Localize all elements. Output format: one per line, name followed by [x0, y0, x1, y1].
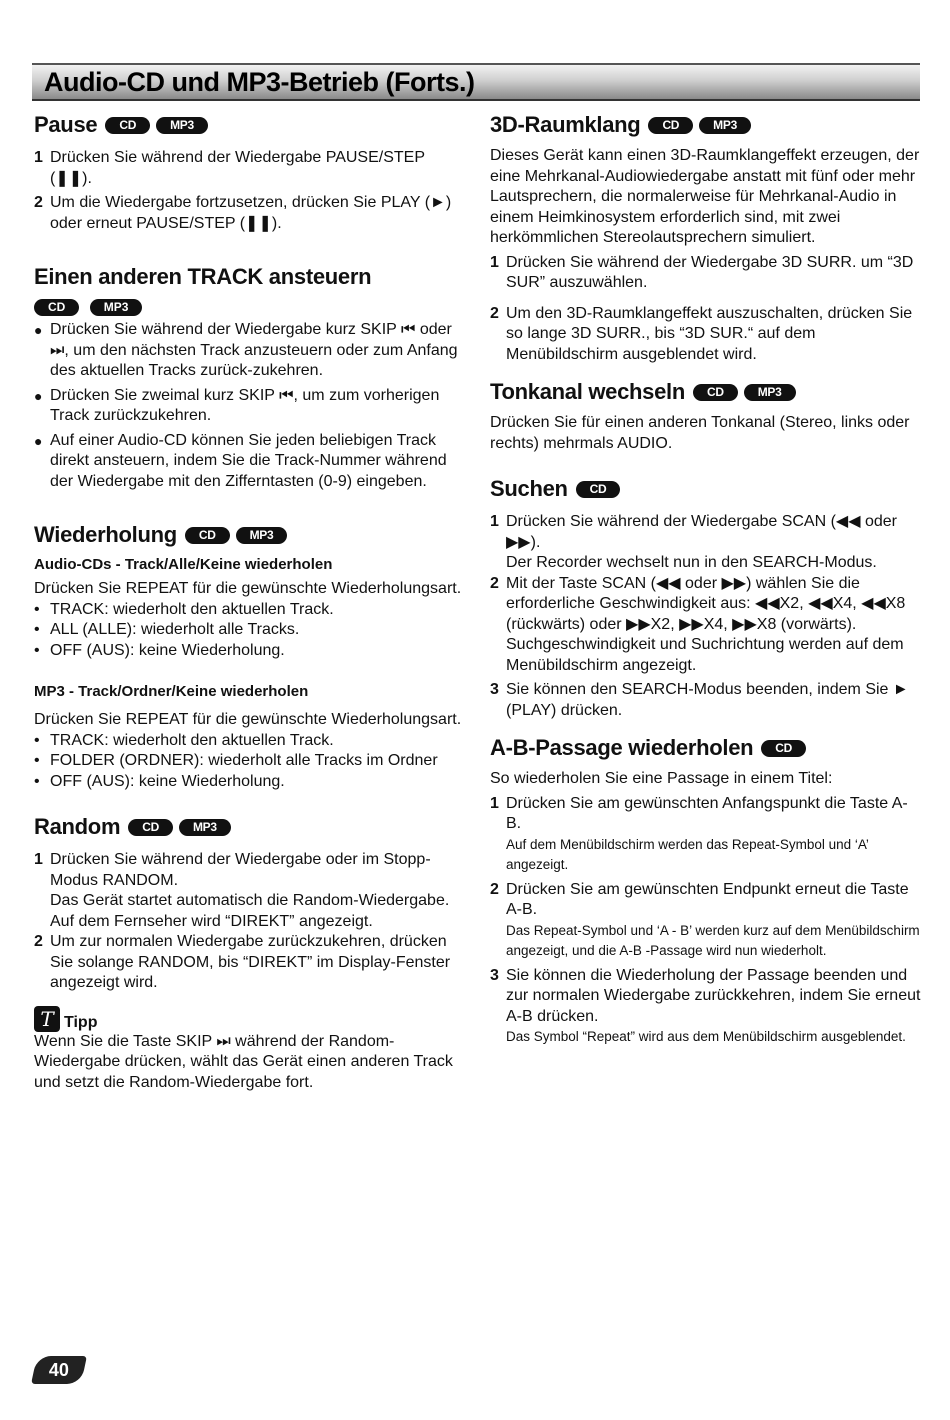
cd-badge: CD [128, 819, 173, 836]
surround-step-2 [490, 304, 922, 366]
repeat-mp3-item-3 [34, 772, 464, 793]
page-title: Audio-CD und MP3-Betrieb (Forts.) [44, 67, 475, 97]
bullet-text: Auf einer Audio-CD können Sie jeden beliebigen Track direkt ansteuern, indem Sie die Track-Nummer während der Wiedergabe mit den Zifferntasten (0-9) eingeben. [50, 431, 447, 490]
step-text: Drücken Sie während der Wiedergabe 3D SURR. um “3D SUR” auszuwählen. [506, 253, 914, 291]
step-text: Drücken Sie am gewünschten Endpunkt erneut die Taste A-B. [506, 880, 909, 918]
ab-heading-text: A-B-Passage wiederholen [490, 735, 754, 760]
random-heading [34, 814, 464, 840]
repeat-heading [34, 522, 464, 548]
pause-heading [34, 112, 464, 138]
bullet-dot: • [34, 731, 40, 749]
tip-box [34, 1006, 464, 1032]
bullet-text: Drücken Sie während der Wiedergabe kurz SKIP ⏮ oder ⏭, um den nächsten Track anzusteuern oder zum Anfang des aktuellen Tracks zurück-zukehren. [50, 321, 458, 379]
pause-step-2 [34, 193, 464, 234]
item-text: ALL (ALLE): wiederholt alle Tracks. [50, 621, 300, 638]
repeat-audio-subheading: Audio-CDs - Track/Alle/Keine wiederholen [34, 556, 333, 573]
channel-heading [490, 379, 922, 405]
step-text: Sie können die Wiederholung der Passage beenden und zur normalen Wiedergabe zurückkehren, indem Sie erneut A-B drücken. [506, 966, 921, 1025]
bullet-dot: • [34, 752, 40, 769]
step-note: Suchgeschwindigkeit und Suchrichtung werden auf dem Menübildschirm angezeigt. [506, 636, 904, 674]
right-column [490, 112, 922, 1048]
tip-text: Wenn Sie die Taste SKIP ⏭ während der Random-Wiedergabe drücken, wählt das Gerät einen anderen Track und setzt die Random-Wiedergabe fort. [34, 1032, 453, 1091]
step-number: 2 [34, 194, 43, 211]
bullet-text: Drücken Sie zweimal kurz SKIP ⏮, um zum vorherigen Track zurückzukehren. [50, 386, 440, 424]
mp3-badge: MP3 [699, 117, 751, 134]
title-banner [32, 63, 920, 101]
step-text: Sie können den SEARCH-Modus beenden, indem Sie ► (PLAY) drücken. [506, 681, 909, 719]
ab-step-2 [490, 880, 922, 962]
cd-badge: CD [648, 117, 693, 134]
mp3-badge: MP3 [90, 299, 143, 316]
repeat-mp3-subheading: MP3 - Track/Ordner/Keine wiederholen [34, 683, 309, 700]
surround-heading [490, 112, 922, 138]
bullet-dot: • [34, 772, 40, 790]
repeat-audio-intro: Drücken Sie REPEAT für die gewünschte Wiederholungsart. [34, 580, 462, 597]
step-number: 1 [34, 851, 43, 868]
step-number: 3 [490, 681, 499, 698]
cd-badge: CD [105, 117, 150, 134]
step-number: 2 [34, 933, 43, 950]
search-step-1 [490, 512, 922, 574]
repeat-audio-item-2 [34, 620, 464, 641]
step-note: Das Repeat-Symbol und ‘A - B’ werden kurz auf dem Menübildschirm angezeigt, und die A-B -Passage wird nun wiederholt. [506, 922, 920, 958]
cd-badge: CD [576, 481, 621, 498]
step-text: Drücken Sie während der Wiedergabe PAUSE/STEP (❚❚). [50, 149, 425, 187]
item-text: OFF (AUS): keine Wiederholung. [50, 641, 285, 659]
step-text: Drücken Sie am gewünschten Anfangspunkt die Taste A-B. [506, 794, 908, 832]
surround-intro: Dieses Gerät kann einen 3D-Raumklangeffekt erzeugen, der eine Mehrkanal-Audiowiedergabe anstatt mit fünf oder mehr Lautsprechern, die normalerweise für Mehrkanal-Audio in einem Heimkinosystem erforderlich sind, mit zwei herkömmlichen Stereolautsprechern simuliert. [490, 147, 920, 246]
bullet-dot: ● [34, 322, 43, 338]
random-step-1 [34, 850, 464, 932]
step-text: Um zur normalen Wiedergabe zurückzukehren, drücken Sie solange RANDOM, bis “DIREKT” im Display-Fenster angezeigt wird. [50, 933, 451, 991]
track-bullet-1 [34, 320, 464, 382]
random-heading-text: Random [34, 814, 121, 839]
ab-heading [490, 735, 922, 761]
channel-text: Drücken Sie für einen anderen Tonkanal (Stereo, links oder rechts) mehrmals AUDIO. [490, 414, 910, 452]
page-number: 40 [48, 1359, 70, 1380]
step-number: 1 [34, 149, 43, 166]
ab-step-3 [490, 966, 922, 1048]
item-text: TRACK: wiederholt den aktuellen Track. [50, 731, 334, 749]
step-text: Drücken Sie während der Wiedergabe oder im Stopp-Modus RANDOM. [50, 851, 431, 889]
repeat-audio-item-1 [34, 600, 464, 621]
surround-heading-text: 3D-Raumklang [490, 112, 641, 137]
random-step-2 [34, 932, 464, 994]
repeat-mp3-item-2 [34, 751, 464, 772]
item-text: OFF (AUS): keine Wiederholung. [50, 772, 285, 790]
step-number: 2 [490, 880, 499, 898]
pause-step-1 [34, 148, 464, 189]
bullet-dot: • [34, 621, 40, 638]
search-heading [490, 476, 922, 502]
cd-badge: CD [185, 527, 230, 544]
step-number: 3 [490, 966, 499, 984]
track-bullet-2 [34, 386, 464, 427]
search-heading-text: Suchen [490, 476, 568, 501]
channel-heading-text: Tonkanal wechseln [490, 379, 685, 404]
bullet-dot: ● [34, 432, 43, 449]
repeat-heading-text: Wiederholung [34, 522, 177, 547]
mp3-badge: MP3 [156, 117, 208, 134]
ab-step-1 [490, 794, 922, 876]
bullet-dot: ● [34, 387, 43, 404]
tip-icon: T [34, 1006, 60, 1032]
repeat-mp3-item-1 [34, 731, 464, 752]
step-number: 2 [490, 304, 499, 322]
step-note: Das Symbol “Repeat” wird aus dem Menübildschirm ausgeblendet. [506, 1029, 906, 1044]
pause-heading-text: Pause [34, 112, 98, 137]
cd-badge: CD [761, 740, 806, 757]
track-heading-text: Einen anderen TRACK ansteuern [34, 264, 372, 289]
bullet-dot: • [34, 600, 40, 618]
mp3-badge: MP3 [179, 819, 231, 836]
step-text: Mit der Taste SCAN (◀◀ oder ▶▶) wählen Sie die erforderliche Geschwindigkeit aus: ◀◀X2, ◀◀X4, ◀◀X8 (rückwärts) oder ▶▶X2, ▶▶X4, ▶▶X8 (vorwärts). [506, 574, 906, 633]
step-number: 1 [490, 253, 499, 271]
tip-label: Tipp [64, 1013, 98, 1031]
item-text: TRACK: wiederholt den aktuellen Track. [50, 600, 334, 618]
step-text: Drücken Sie während der Wiedergabe SCAN (◀◀ oder ▶▶). [506, 513, 898, 551]
mp3-badge: MP3 [744, 384, 796, 401]
track-heading [34, 264, 464, 290]
repeat-mp3-intro: Drücken Sie REPEAT für die gewünschte Wiederholungsart. [34, 711, 462, 728]
search-step-2 [490, 574, 922, 677]
step-note: Der Recorder wechselt nun in den SEARCH-Modus. [506, 554, 877, 571]
repeat-audio-item-3 [34, 641, 464, 662]
step-text: Um die Wiedergabe fortzusetzen, drücken Sie PLAY (►) oder erneut PAUSE/STEP (❚❚). [50, 194, 452, 232]
step-note: Das Gerät startet automatisch die Random-Wiedergabe. [50, 892, 450, 909]
item-text: FOLDER (ORDNER): wiederholt alle Tracks im Ordner [50, 752, 438, 769]
surround-step-1 [490, 253, 922, 294]
step-number: 2 [490, 574, 499, 592]
track-bullet-3 [34, 431, 464, 493]
bullet-dot: • [34, 641, 40, 659]
page-number-badge [31, 1356, 87, 1384]
step-note: Auf dem Fernseher wird “DIREKT” angezeigt. [50, 912, 373, 930]
cd-badge: CD [34, 299, 79, 316]
step-text: Um den 3D-Raumklangeffekt auszuschalten, drücken Sie so lange 3D SURR., bis “3D SUR.“ auf dem Menübildschirm ausgeblendet wird. [506, 304, 913, 363]
step-number: 1 [490, 794, 499, 812]
search-step-3 [490, 680, 922, 721]
step-note: Auf dem Menübildschirm werden das Repeat-Symbol und ‘A’ angezeigt. [506, 836, 869, 872]
mp3-badge: MP3 [236, 527, 288, 544]
left-column [34, 112, 464, 1093]
step-number: 1 [490, 513, 499, 530]
cd-badge: CD [693, 384, 738, 401]
ab-intro: So wiederholen Sie eine Passage in einem Titel: [490, 770, 833, 787]
track-badges [34, 298, 464, 316]
